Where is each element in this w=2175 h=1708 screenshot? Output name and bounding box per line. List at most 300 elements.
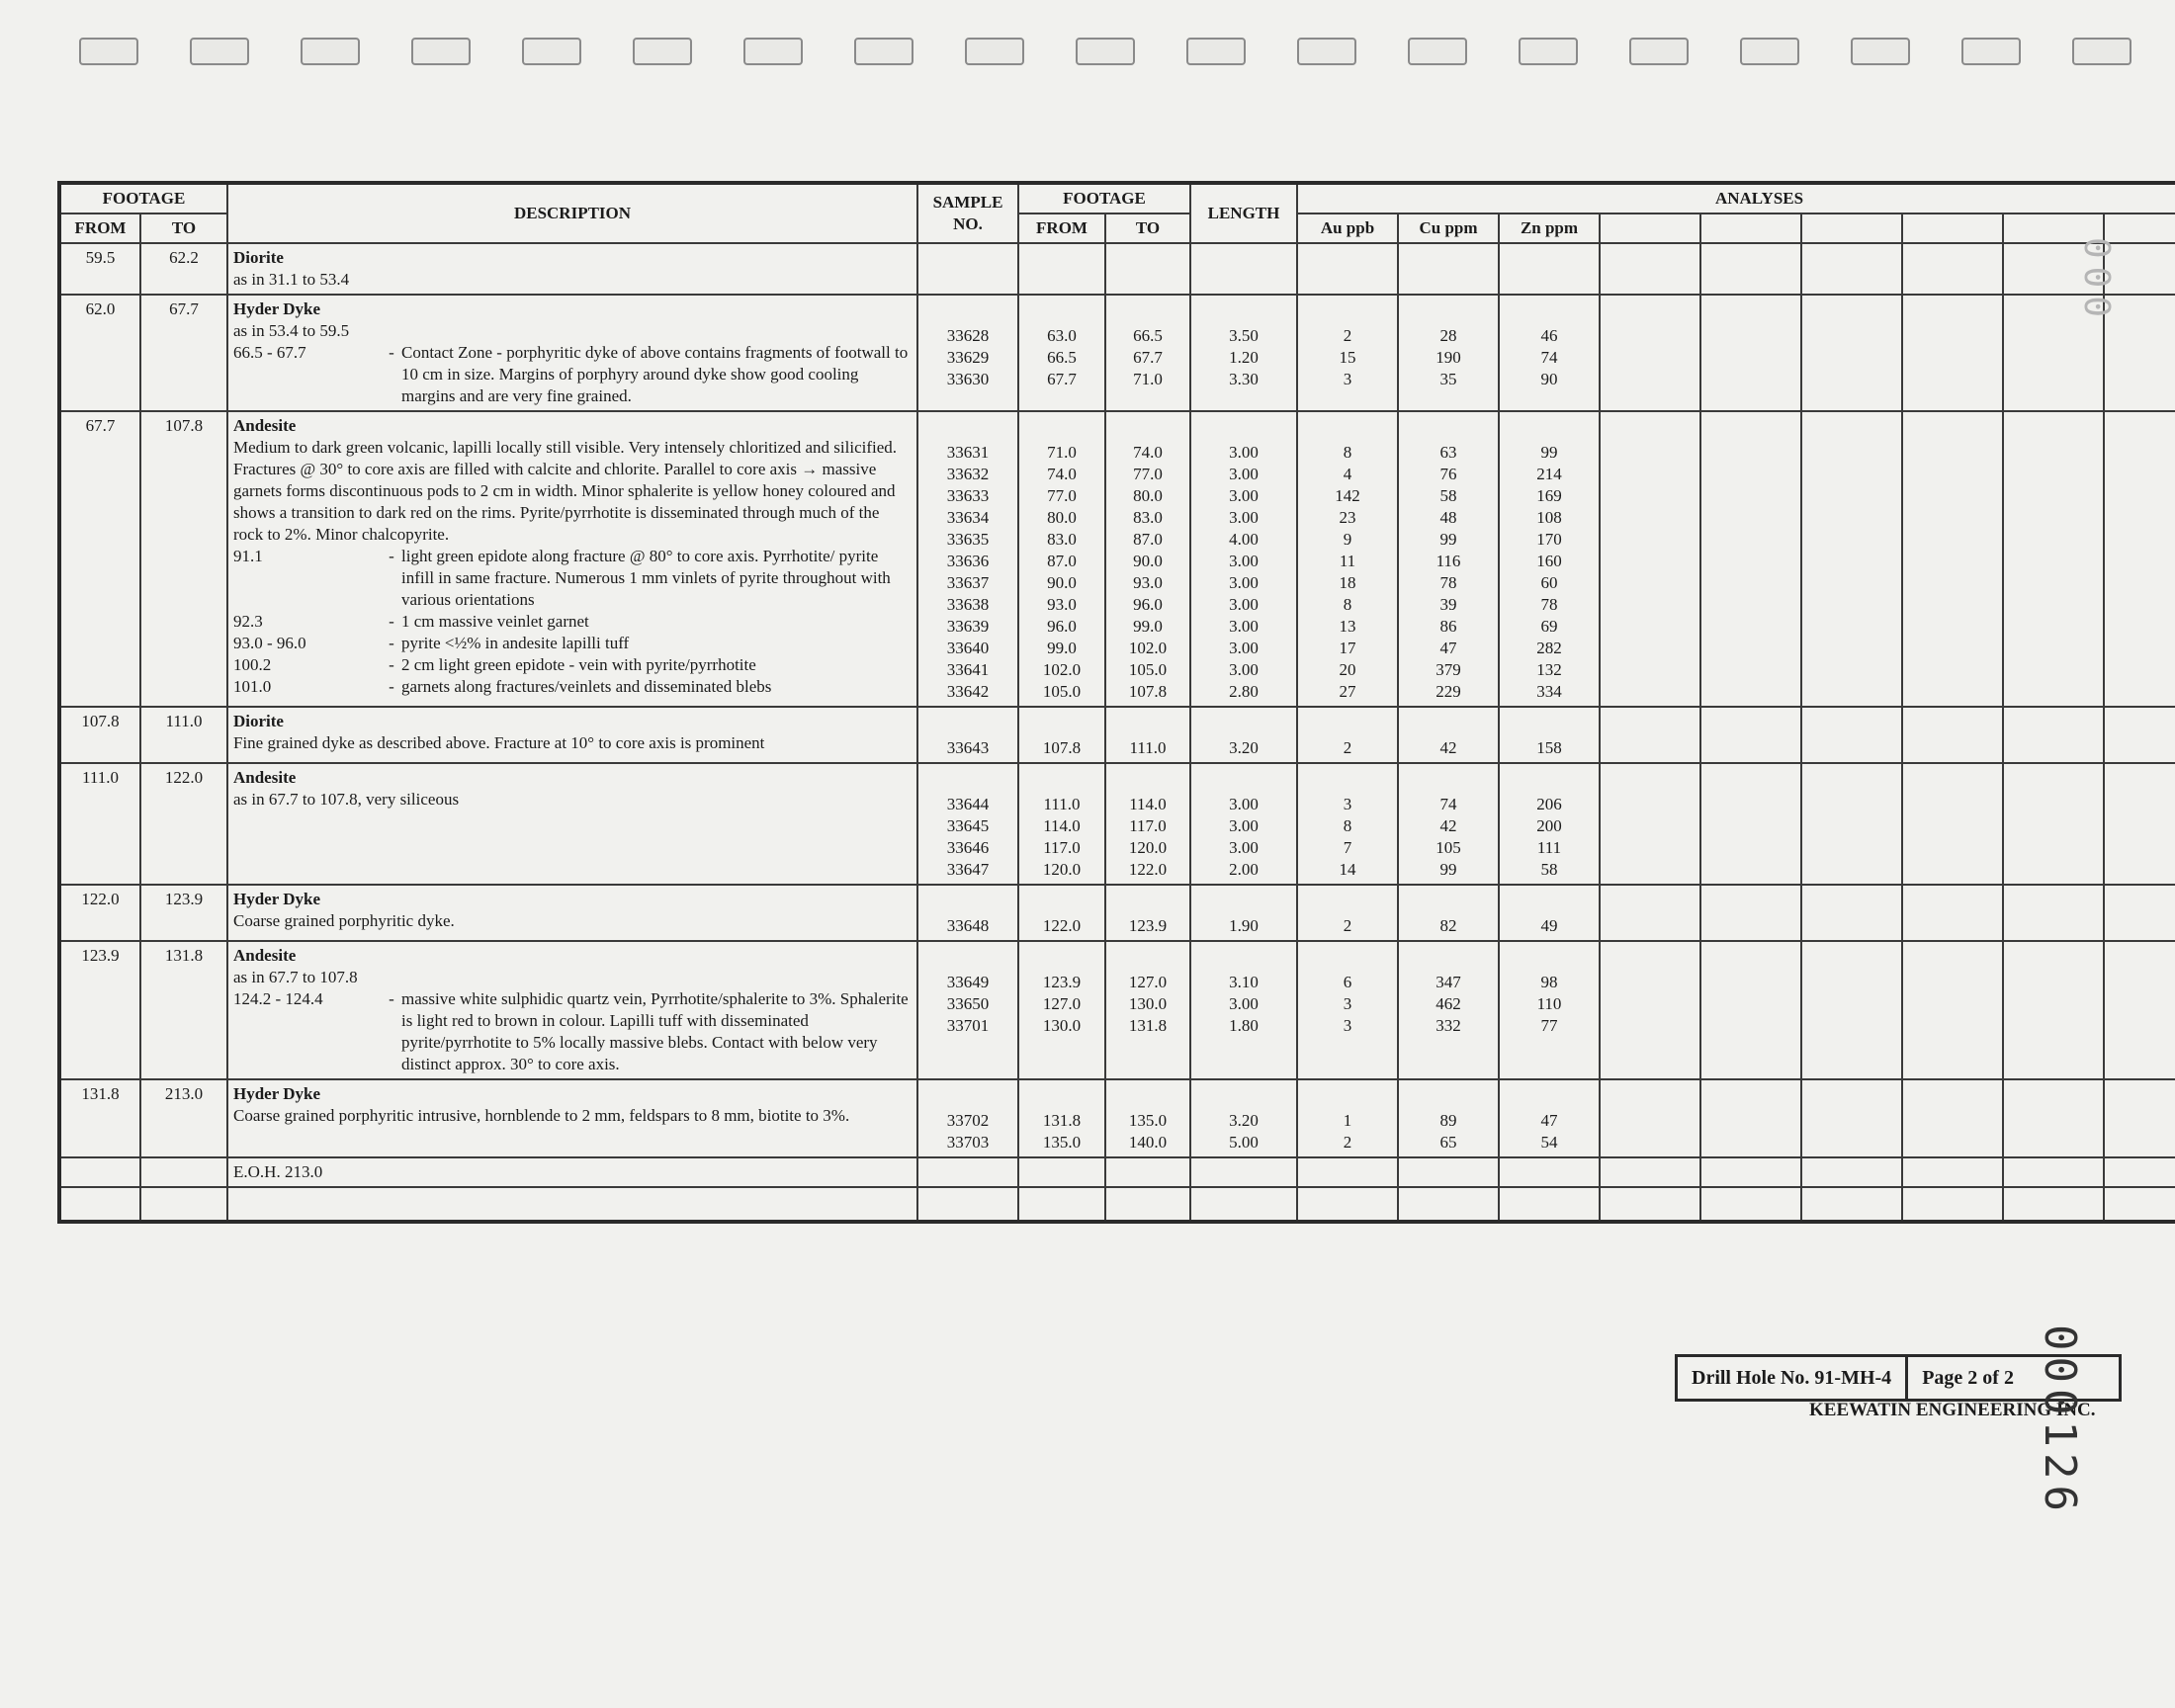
note-interval: 93.0 - 96.0 <box>233 634 306 652</box>
blank-cell <box>140 1187 227 1222</box>
sample-from-header: FROM <box>1018 214 1105 243</box>
sample-from: 74.0 <box>1047 465 1077 483</box>
footage-to: 131.8 <box>140 941 227 1079</box>
sample-from-cell <box>1018 707 1105 763</box>
sample-to: 74.0 <box>1133 443 1163 462</box>
blank-analysis-cell <box>2104 941 2175 1079</box>
sample-to: 131.8 <box>1128 1016 1168 1035</box>
punch-hole <box>2072 38 2132 65</box>
length-header: LENGTH <box>1190 183 1297 243</box>
description-text: Fine grained dyke as described above. Fracture at 10° to core axis is prominent <box>233 733 765 752</box>
sample-from-cell <box>1018 941 1105 1079</box>
footage-from: 122.0 <box>59 885 140 941</box>
punch-hole <box>1076 38 1135 65</box>
blank-analysis-cell <box>2003 707 2104 763</box>
sample-from: 135.0 <box>1042 1133 1082 1152</box>
note-interval: 92.3 <box>233 612 263 631</box>
zn-value: 60 <box>1540 573 1558 592</box>
log-row <box>59 885 2175 941</box>
interval-note <box>233 546 912 611</box>
zn-value: 108 <box>1536 508 1562 527</box>
blank-cell <box>1297 1187 1398 1222</box>
blank-cell <box>1018 1187 1105 1222</box>
sample-number: 33641 <box>946 660 990 679</box>
sample-number: 33650 <box>946 994 990 1013</box>
blank-cell <box>1297 1157 1398 1187</box>
au-value: 18 <box>1339 573 1356 592</box>
log-row <box>59 411 2175 707</box>
blank-analysis-cell <box>1600 885 1700 941</box>
sample-number-cell <box>917 411 1018 707</box>
cu-value: 229 <box>1436 682 1461 701</box>
zn-value: 158 <box>1536 738 1562 757</box>
sample-from: 71.0 <box>1047 443 1077 462</box>
sample-footage-header: FOOTAGE <box>1018 183 1190 214</box>
cu-value-cell <box>1398 941 1499 1079</box>
sample-from: 127.0 <box>1042 994 1082 1013</box>
zn-value: 99 <box>1540 443 1558 462</box>
au-value: 6 <box>1343 973 1352 991</box>
sample-to: 140.0 <box>1128 1133 1168 1152</box>
empty-row <box>59 1187 2175 1222</box>
sample-number-cell <box>917 243 1018 295</box>
sample-from: 90.0 <box>1047 573 1077 592</box>
blank-analysis-cell <box>1801 763 1902 885</box>
blank-analysis-cell <box>1600 1079 1700 1157</box>
blank-analysis-cell <box>1902 1079 2003 1157</box>
blank-cell <box>1105 1157 1190 1187</box>
blank-analysis-cell <box>1801 1079 1902 1157</box>
sample-length: 3.00 <box>1229 617 1259 636</box>
description-text: as in 67.7 to 107.8, very siliceous <box>233 790 460 809</box>
blank-cell <box>2003 1187 2104 1222</box>
punch-hole <box>411 38 471 65</box>
sample-to-cell <box>1105 885 1190 941</box>
blank-analysis-cell <box>1600 707 1700 763</box>
sample-to: 80.0 <box>1133 486 1163 505</box>
rock-type: Hyder Dyke <box>233 1084 320 1103</box>
blank-analysis-cell <box>1600 763 1700 885</box>
note-text: light green epidote along fracture @ 80° to core axis. Pyrrhotite/ pyrite infill in same fracture. Numerous 1 mm vinlets of pyrite throughout with various orientations <box>401 547 891 609</box>
blank-analysis-cell <box>1700 243 1801 295</box>
sample-number: 33632 <box>946 465 990 483</box>
blank-analysis-cell <box>1801 295 1902 411</box>
sample-number: 33633 <box>946 486 990 505</box>
cu-value: 105 <box>1436 838 1461 857</box>
blank-cell <box>59 1187 140 1222</box>
sample-to: 130.0 <box>1128 994 1168 1013</box>
sample-length: 3.00 <box>1229 838 1259 857</box>
punch-hole <box>854 38 914 65</box>
note-text: 1 cm massive veinlet garnet <box>401 612 589 631</box>
note-text: pyrite <½% in andesite lapilli tuff <box>401 634 630 652</box>
log-row <box>59 295 2175 411</box>
sample-length-cell <box>1190 941 1297 1079</box>
zn-value: 77 <box>1540 1016 1558 1035</box>
log-row <box>59 1079 2175 1157</box>
description-cell <box>227 295 917 411</box>
blank-cell <box>1600 1157 1700 1187</box>
zn-value-cell <box>1499 763 1600 885</box>
rock-type: Hyder Dyke <box>233 890 320 908</box>
sample-length: 3.00 <box>1229 443 1259 462</box>
zn-value-cell <box>1499 1079 1600 1157</box>
zn-value: 334 <box>1536 682 1562 701</box>
blank-cell <box>1902 1187 2003 1222</box>
sample-number: 33629 <box>946 348 990 367</box>
interval-note <box>233 676 912 698</box>
end-of-hole-row <box>59 1157 2175 1187</box>
interval-note <box>233 633 912 654</box>
sample-length: 3.20 <box>1229 738 1259 757</box>
blank-cell <box>1105 1187 1190 1222</box>
cu-value: 99 <box>1439 530 1457 549</box>
au-header: Au ppb <box>1297 214 1398 243</box>
log-row <box>59 243 2175 295</box>
blank-cell <box>1801 1187 1902 1222</box>
punch-hole <box>743 38 803 65</box>
note-text: massive white sulphidic quartz vein, Pyrrhotite/sphalerite to 3%. Sphalerite is light red to brown in colour. Lapilli tuff with disseminated pyrite/pyrrhotite to 5% locally massive blebs. Contact with below very distinct approx. 30° to core axis. <box>401 989 909 1073</box>
drill-hole-number: Drill Hole No. 91-MH-4 <box>1678 1357 1908 1399</box>
sample-number-cell <box>917 941 1018 1079</box>
sample-to: 83.0 <box>1133 508 1163 527</box>
sample-from-cell <box>1018 1079 1105 1157</box>
cu-value: 462 <box>1436 994 1461 1013</box>
au-value: 2 <box>1343 916 1352 935</box>
blank-analysis-cell <box>1902 411 2003 707</box>
sample-number-cell <box>917 707 1018 763</box>
rock-type: Diorite <box>233 248 284 267</box>
description-text: Coarse grained porphyritic intrusive, hornblende to 2 mm, feldspars to 8 mm, biotite to 3%. <box>233 1106 850 1125</box>
sample-number: 33645 <box>946 816 990 835</box>
sample-length: 3.20 <box>1229 1111 1259 1130</box>
cu-value: 47 <box>1439 639 1457 657</box>
zn-header: Zn ppm <box>1499 214 1600 243</box>
blank-cell <box>1190 1157 1297 1187</box>
sample-to-cell <box>1105 941 1190 1079</box>
au-value: 9 <box>1343 530 1352 549</box>
zn-value: 206 <box>1536 795 1562 813</box>
sample-from: 105.0 <box>1042 682 1082 701</box>
footage-to: 107.8 <box>140 411 227 707</box>
punch-hole <box>1961 38 2021 65</box>
punch-hole <box>1851 38 1910 65</box>
au-value: 2 <box>1343 1133 1352 1152</box>
sample-from: 114.0 <box>1043 816 1081 835</box>
sample-length: 3.00 <box>1229 816 1259 835</box>
blank-analysis-cell <box>1600 941 1700 1079</box>
cu-value: 332 <box>1436 1016 1461 1035</box>
sample-number: 33634 <box>946 508 990 527</box>
cu-value: 78 <box>1439 573 1457 592</box>
zn-value: 69 <box>1540 617 1558 636</box>
cu-value: 58 <box>1439 486 1457 505</box>
blank-cell <box>2104 1187 2175 1222</box>
au-value: 3 <box>1343 795 1352 813</box>
sample-number-cell <box>917 763 1018 885</box>
blank-cell <box>1499 1157 1600 1187</box>
sample-to-cell <box>1105 1079 1190 1157</box>
zn-value-cell <box>1499 885 1600 941</box>
blank-analysis-cell <box>2003 1079 2104 1157</box>
sample-to-cell <box>1105 763 1190 885</box>
punch-hole <box>1519 38 1578 65</box>
sample-to: 67.7 <box>1133 348 1163 367</box>
sample-number: 33701 <box>946 1016 990 1035</box>
au-value-cell <box>1297 941 1398 1079</box>
sample-to: 105.0 <box>1128 660 1168 679</box>
blank-cell <box>1499 1187 1600 1222</box>
sample-to: 102.0 <box>1128 639 1168 657</box>
au-value: 7 <box>1343 838 1352 857</box>
au-value: 8 <box>1343 816 1352 835</box>
sample-to: 90.0 <box>1133 552 1163 570</box>
sample-length: 3.00 <box>1229 639 1259 657</box>
cu-value: 76 <box>1439 465 1457 483</box>
blank-analysis-cell <box>1801 707 1902 763</box>
cu-value-cell <box>1398 707 1499 763</box>
cu-value-cell <box>1398 1079 1499 1157</box>
page-indicator: Page 2 of 2 <box>1922 1366 2014 1389</box>
au-value-cell <box>1297 243 1398 295</box>
zn-value: 78 <box>1540 595 1558 614</box>
sample-number: 33646 <box>946 838 990 857</box>
footage-from: 131.8 <box>59 1079 140 1157</box>
punch-hole <box>1629 38 1689 65</box>
interval-note <box>233 342 912 407</box>
au-value-cell <box>1297 295 1398 411</box>
footage-from: 107.8 <box>59 707 140 763</box>
au-value: 2 <box>1343 326 1352 345</box>
to-header: TO <box>140 214 227 243</box>
au-value: 8 <box>1343 443 1352 462</box>
sample-length: 1.20 <box>1229 348 1259 367</box>
blank-cell <box>917 1157 1018 1187</box>
blank-analysis-cell <box>1902 885 2003 941</box>
sample-number-cell <box>917 1079 1018 1157</box>
blank-analysis-cell <box>1700 707 1801 763</box>
sample-to: 96.0 <box>1133 595 1163 614</box>
header-row-1 <box>59 183 2175 214</box>
sample-from: 102.0 <box>1042 660 1082 679</box>
rock-type: Andesite <box>233 416 297 435</box>
blank-analysis-cell <box>2003 941 2104 1079</box>
blank-cell <box>1018 1157 1105 1187</box>
blank-analysis-cell <box>1902 941 2003 1079</box>
blank-cell <box>917 1187 1018 1222</box>
au-value: 11 <box>1339 552 1356 570</box>
zn-value: 111 <box>1536 838 1562 857</box>
description-cell <box>227 941 917 1079</box>
sample-number: 33703 <box>946 1133 990 1152</box>
zn-value: 74 <box>1540 348 1558 367</box>
note-interval: 124.2 - 124.4 <box>233 989 323 1008</box>
sample-number: 33636 <box>946 552 990 570</box>
sample-number: 33638 <box>946 595 990 614</box>
cu-value: 86 <box>1439 617 1457 636</box>
blank-analysis-cell <box>1902 763 2003 885</box>
sample-length: 3.00 <box>1229 994 1259 1013</box>
sample-number: 33639 <box>946 617 990 636</box>
sample-from-cell <box>1018 763 1105 885</box>
sample-length: 3.00 <box>1229 595 1259 614</box>
sample-length-cell <box>1190 763 1297 885</box>
rock-type: Andesite <box>233 768 297 787</box>
footage-to: 123.9 <box>140 885 227 941</box>
note-dash: - <box>389 677 394 696</box>
sample-from-cell <box>1018 885 1105 941</box>
sample-length: 3.30 <box>1229 370 1259 388</box>
log-row <box>59 707 2175 763</box>
sample-length: 2.80 <box>1229 682 1259 701</box>
blank-analysis-cell <box>2003 411 2104 707</box>
blank-analysis-cell <box>2104 411 2175 707</box>
cu-value-cell <box>1398 763 1499 885</box>
sample-number: 33649 <box>946 973 990 991</box>
sample-number: 33642 <box>946 682 990 701</box>
faint-stamp: 000 <box>2076 237 2117 326</box>
note-text: garnets along fractures/veinlets and disseminated blebs <box>401 677 772 696</box>
blank-analysis-cell <box>1700 941 1801 1079</box>
cu-value-cell <box>1398 411 1499 707</box>
interval-note <box>233 988 912 1075</box>
blank-analysis-cell <box>1700 885 1801 941</box>
blank-analysis-cell <box>1902 295 2003 411</box>
sample-to: 93.0 <box>1133 573 1163 592</box>
blank-analysis-cell <box>2003 763 2104 885</box>
blank-cell <box>1700 1157 1801 1187</box>
sample-to-cell <box>1105 295 1190 411</box>
au-value: 3 <box>1343 1016 1352 1035</box>
rock-type: Diorite <box>233 712 284 730</box>
sample-length: 3.00 <box>1229 465 1259 483</box>
sample-to: 107.8 <box>1128 682 1168 701</box>
zn-value-cell <box>1499 707 1600 763</box>
sample-from-cell <box>1018 243 1105 295</box>
log-row <box>59 941 2175 1079</box>
cu-value: 63 <box>1439 443 1457 462</box>
cu-value: 39 <box>1439 595 1457 614</box>
sample-length: 3.00 <box>1229 552 1259 570</box>
description-text: Medium to dark green volcanic, lapilli locally still visible. Very intensely chloritized and silicified. Fractures @ 30° to core axis are filled with calcite and chlorite. Parallel to core axis → massive garnets forms discontinuous pods to 2 cm in width. Minor sphalerite is yellow honey coloured and shows a transition to dark red on the rims. Pyrite/pyrrhotite is disseminated through much of the rock to 2%. Minor chalcopyrite. <box>233 438 898 544</box>
au-value-cell <box>1297 707 1398 763</box>
blank-analysis-cell <box>1801 411 1902 707</box>
sample-length: 5.00 <box>1229 1133 1259 1152</box>
company-name: KEEWATIN ENGINEERING INC. <box>1809 1400 2096 1420</box>
blank-analysis-cell <box>2104 763 2175 885</box>
punch-hole <box>1408 38 1467 65</box>
sample-to: 135.0 <box>1128 1111 1168 1130</box>
cu-value: 82 <box>1439 916 1457 935</box>
rock-type: Hyder Dyke <box>233 299 320 318</box>
blank-cell <box>227 1187 917 1222</box>
sample-number: 33643 <box>946 738 990 757</box>
au-value: 3 <box>1343 370 1352 388</box>
cu-value: 99 <box>1439 860 1457 879</box>
sample-to-header: TO <box>1105 214 1190 243</box>
zn-value: 214 <box>1536 465 1562 483</box>
au-value: 8 <box>1343 595 1352 614</box>
blank-analysis-cell <box>1902 707 2003 763</box>
description-text: Coarse grained porphyritic dyke. <box>233 911 455 930</box>
sample-to: 123.9 <box>1128 916 1168 935</box>
sample-from: 99.0 <box>1047 639 1077 657</box>
sample-from: 87.0 <box>1047 552 1077 570</box>
sample-length: 3.00 <box>1229 508 1259 527</box>
sample-from: 131.8 <box>1042 1111 1082 1130</box>
description-text: as in 53.4 to 59.5 <box>233 321 350 340</box>
sample-number: 33630 <box>946 370 990 388</box>
blank-cell <box>1600 1187 1700 1222</box>
sample-number: 33631 <box>946 443 990 462</box>
sample-number: 33647 <box>946 860 990 879</box>
sample-from: 120.0 <box>1042 860 1082 879</box>
blank-analysis-header <box>1700 214 1801 243</box>
sample-from: 67.7 <box>1047 370 1077 388</box>
blank-analysis-cell <box>1801 941 1902 1079</box>
au-value: 4 <box>1343 465 1352 483</box>
sample-length-cell <box>1190 243 1297 295</box>
description-cell <box>227 707 917 763</box>
au-value: 15 <box>1339 348 1356 367</box>
document-stamp-number: 000126 <box>2035 1324 2085 1517</box>
sample-length-cell <box>1190 707 1297 763</box>
zn-value: 54 <box>1540 1133 1558 1152</box>
sample-to: 111.0 <box>1129 738 1167 757</box>
zn-value: 90 <box>1540 370 1558 388</box>
description-cell <box>227 1079 917 1157</box>
cu-value: 190 <box>1436 348 1461 367</box>
punch-hole <box>301 38 360 65</box>
zn-value: 169 <box>1536 486 1562 505</box>
sample-no-header: SAMPLE NO. <box>917 183 1018 243</box>
sample-from: 63.0 <box>1047 326 1077 345</box>
end-of-hole: E.O.H. 213.0 <box>227 1157 917 1187</box>
sample-to: 114.0 <box>1129 795 1167 813</box>
note-text: 2 cm light green epidote - vein with pyrite/pyrrhotite <box>401 655 756 674</box>
sample-to: 77.0 <box>1133 465 1163 483</box>
cu-value-cell <box>1398 885 1499 941</box>
blank-cell <box>1801 1157 1902 1187</box>
cu-value: 74 <box>1439 795 1457 813</box>
note-interval: 91.1 <box>233 547 263 565</box>
sample-to: 99.0 <box>1133 617 1163 636</box>
analyses-header: ANALYSES <box>1297 183 2175 214</box>
footage-from: 62.0 <box>59 295 140 411</box>
punch-hole <box>1186 38 1246 65</box>
au-value: 1 <box>1343 1111 1352 1130</box>
sample-from: 123.9 <box>1042 973 1082 991</box>
cu-value: 347 <box>1436 973 1461 991</box>
punch-hole <box>522 38 581 65</box>
cu-value-cell <box>1398 295 1499 411</box>
au-value: 3 <box>1343 994 1352 1013</box>
drill-log-table-wrapper <box>57 181 2143 1250</box>
sample-to-cell <box>1105 411 1190 707</box>
sample-to: 87.0 <box>1133 530 1163 549</box>
sample-length-cell <box>1190 885 1297 941</box>
footage-header: FOOTAGE <box>59 183 227 214</box>
punch-hole <box>190 38 249 65</box>
log-body <box>59 243 2175 1222</box>
blank-cell <box>2003 1157 2104 1187</box>
sample-number: 33628 <box>946 326 990 345</box>
sample-from: 117.0 <box>1043 838 1081 857</box>
sample-from: 66.5 <box>1047 348 1077 367</box>
blank-cell <box>1902 1157 2003 1187</box>
blank-analysis-cell <box>2003 885 2104 941</box>
au-value: 17 <box>1339 639 1356 657</box>
